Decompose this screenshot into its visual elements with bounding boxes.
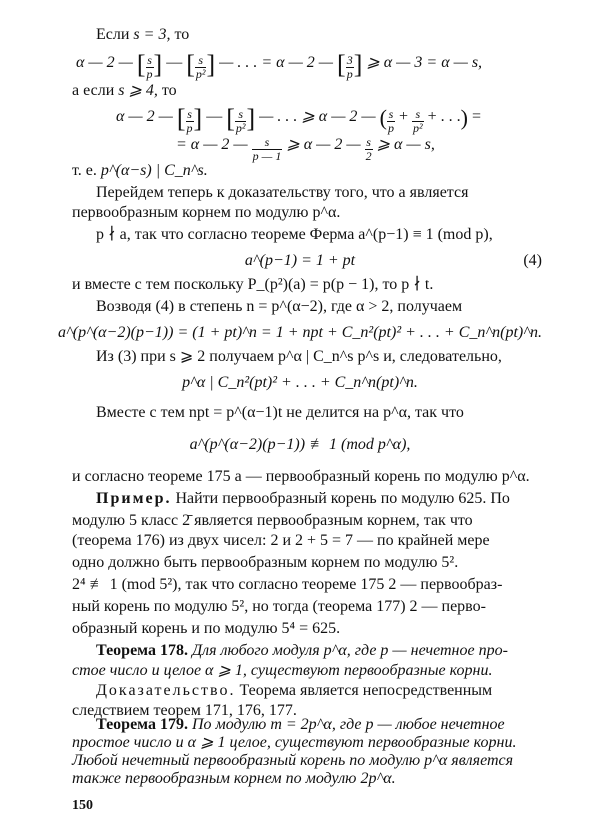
eq-text: ⩾ α — 2 —	[286, 136, 361, 153]
proof-label: Доказательство.	[96, 682, 236, 699]
theorem-179	[96, 716, 505, 734]
fraction: $\frac{s}{\text{p²}}$	[195, 53, 206, 81]
equation-power: a^(p^(α−2)(p−1)) = (1 + pt)^n = 1 + npt + C_n²(pt)² + . . . + C_n^n(pt)^n.	[58, 324, 542, 341]
equation-case-s3: α — 2 — [ $\frac{s}{p}$ ] — [ $\frac{s}{\text{p²}}$ ] — . . . = α — 2 — [ $\frac{3}{p}$ ] ⩾ α — 3 = α — s,	[76, 50, 483, 81]
example-line: 2⁴ ≢ 1 (mod 5²), так что согласно теореме 175 2 — первообраз-	[72, 576, 503, 593]
fraction: $\frac{s}{p}$	[146, 53, 153, 81]
theorem-label: Теорема 179.	[96, 716, 188, 733]
case-condition: s = 3,	[133, 26, 171, 43]
case-s3-intro	[96, 26, 189, 44]
conclusion-formula: p^(α−s) | C_n^s.	[100, 162, 208, 179]
eq-text: ⩾ α — 3 = α — s,	[366, 54, 483, 71]
case-condition: s ⩾ 4,	[118, 82, 158, 99]
example-line: образный корень и по модулю 5⁴ = 625.	[72, 620, 341, 637]
eq-text: ⩾ α — s,	[376, 136, 435, 153]
eq-text: — . . . ⩾ α — 2 —	[259, 108, 376, 125]
proof-text: Теорема является непосредственным	[239, 682, 493, 699]
theorem-line: стое число и целое α ⩾ 1, существуют первообразные корни.	[72, 662, 493, 679]
paragraph-line: первообразным корнем по модулю p^α.	[72, 204, 341, 221]
paragraph-line: Перейдем теперь к доказательству того, что a является	[96, 184, 469, 201]
fraction: $\frac{s}{p}$	[186, 107, 193, 135]
eq-text: + . . .	[427, 108, 461, 125]
example-line: модулю 5 класс 2̄ является первообразным корнем, так что	[72, 512, 473, 529]
fraction: $\frac{s}{2}$	[365, 135, 372, 163]
fraction: $\frac{3}{p}$	[346, 53, 353, 81]
equation-case-s4-cont	[176, 136, 435, 163]
eq-text: = α — 2 —	[176, 136, 248, 153]
eq-text: —	[166, 54, 183, 71]
equation-divisibility: p^α | C_n²(pt)² + . . . + C_n^n(pt)^n.	[182, 374, 418, 391]
equation-case-s4: α — 2 — [ $\frac{s}{p}$ ] — [ $\frac{s}{\text{p²}}$ ] — . . . ⩾ α — 2 — ( $\frac{s}{p}$ + $\frac{s}{\text{p²}}$ + . . .) =	[116, 104, 481, 135]
case-word: то	[174, 26, 190, 43]
paragraph-line: и согласно теореме 175 a — первообразный корень по модулю p^α.	[72, 468, 530, 485]
paragraph-line: Возводя (4) в степень n = p^(α−2), где α > 2, получаем	[96, 298, 463, 315]
theorem-line: Любой нечетный первообразный корень по модулю p^α является	[72, 752, 514, 769]
equation-4: a^(p−1) = 1 + pt	[244, 252, 356, 269]
eq-text: =	[471, 108, 481, 125]
case-word: то	[161, 82, 177, 99]
proof-line: следствием теорем 171, 176, 177.	[72, 702, 297, 719]
example-text: Найти первообразный корень по модулю 625. По	[175, 490, 510, 507]
fraction: $\frac{s}{p — 1}$	[252, 135, 282, 163]
case-s4-intro	[72, 82, 177, 100]
fraction: $\frac{s}{\text{p²}}$	[413, 107, 423, 135]
conclusion-line	[72, 162, 208, 180]
eq-text: α — 2 —	[76, 54, 133, 71]
example-line	[96, 490, 510, 508]
example-line: одно должно быть первообразным корнем по модулю 5².	[72, 554, 459, 571]
theorem-178	[96, 642, 508, 660]
theorem-line: также первообразным корнем по модулю 2p^α.	[72, 770, 396, 787]
equation-number: (4)	[523, 252, 542, 269]
fraction: $\frac{s}{\text{p²}}$	[235, 107, 246, 135]
eq-text: +	[398, 108, 408, 125]
theorem-label: Теорема 178.	[96, 642, 188, 659]
case-lead: Если	[96, 26, 130, 43]
proof-178	[96, 682, 492, 700]
example-line: (теорема 176) из двух чисел: 2 и 2 + 5 = 7 — по крайней мере	[72, 532, 490, 549]
theorem-text: Для любого модуля p^α, где p — нечетное про-	[191, 642, 508, 659]
fraction: $\frac{s}{p}$	[387, 107, 394, 135]
conclusion-lead: т. е.	[72, 162, 97, 179]
theorem-text: По модулю m = 2p^α, где p — любое нечетное	[191, 716, 505, 733]
paragraph-line: и вместе с тем поскольку P_(p²)(a) = p(p − 1), то p ∤ t.	[72, 276, 434, 293]
theorem-line: простое число и α ⩾ 1 целое, существуют первообразные корни.	[72, 734, 517, 751]
page-number: 150	[72, 798, 93, 813]
eq-text: — . . . = α — 2 —	[219, 54, 334, 71]
fermat-line: p ∤ a, так что согласно теореме Ферма a^(p−1) ≡ 1 (mod p),	[96, 226, 493, 243]
example-line: ный корень по модулю 5², но тогда (теорема 177) 2 — перво-	[72, 598, 486, 615]
paragraph-line: Из (3) при s ⩾ 2 получаем p^α | C_n^s p^s и, следовательно,	[96, 348, 502, 365]
case-lead: а если	[72, 82, 115, 99]
equation-noncongruence: a^(p^(α−2)(p−1)) ≢ 1 (mod p^α),	[189, 436, 411, 453]
example-label: Пример.	[96, 490, 172, 507]
eq-text: α — 2 —	[116, 108, 173, 125]
paragraph-line: Вместе с тем npt = p^(α−1)t не делится на p^α, так что	[96, 404, 464, 421]
eq-text: —	[206, 108, 223, 125]
